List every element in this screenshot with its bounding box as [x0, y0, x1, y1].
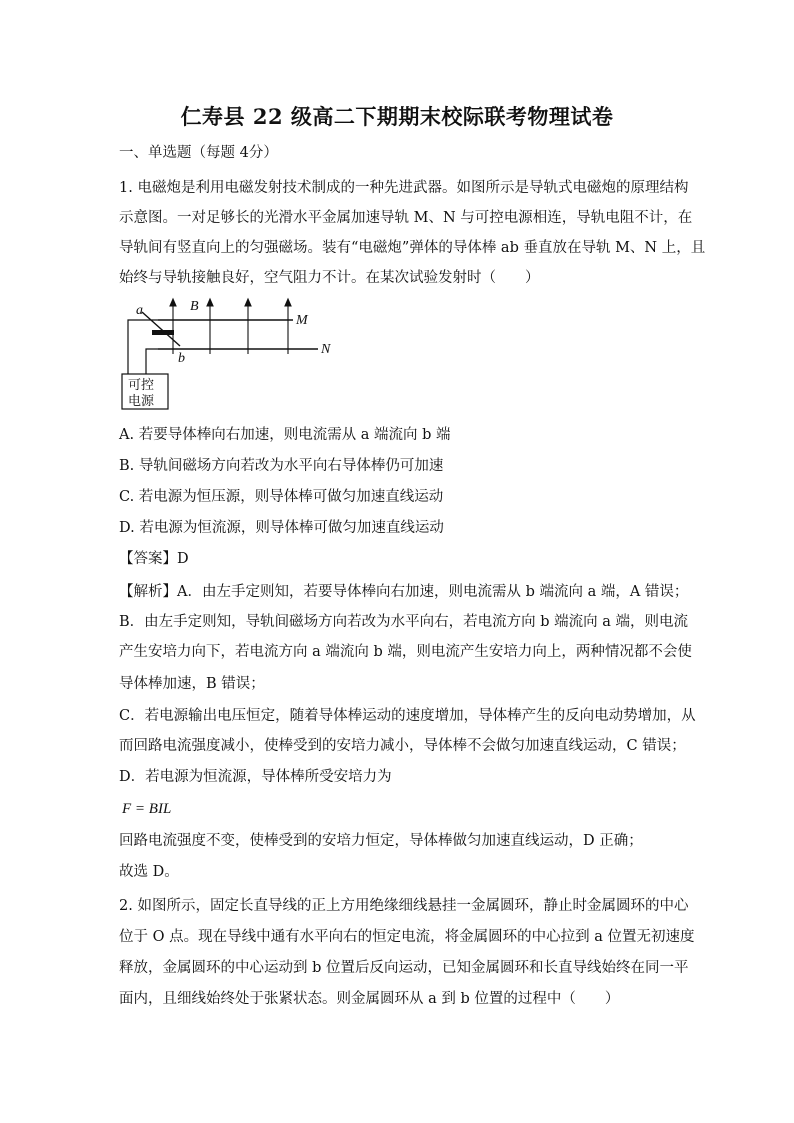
source-label-line-2: 电源: [128, 394, 155, 409]
q2-stem-line-4: 面内，且细线始终处于张紧状态。则金属圆环从 a 到 b 位置的过程中（ ）: [119, 991, 620, 1007]
q1-stem-line-1: 1. 电磁炮是利用电磁发射技术制成的一种先进武器。如图所示是导轨式电磁炮的原理结构: [119, 180, 689, 196]
label-b: b: [178, 351, 185, 366]
q1-analysis-line-4: 导体棒加速，B 错误；: [119, 676, 265, 692]
q1-answer: 【答案】D: [119, 551, 189, 567]
q1-analysis-line-2: B．由左手定则知，导轨间磁场方向若改为水平向右，若电流方向 b 端流向 a 端，则电流: [119, 614, 689, 630]
conductor-rod: [142, 312, 180, 346]
label-m: M: [296, 313, 308, 328]
label-n: N: [321, 342, 331, 357]
q1-stem-line-3: 导轨间有竖直向上的匀强磁场。装有“电磁炮”弹体的导体棒 ab 垂直放在导轨 M、N 上，且: [119, 240, 706, 256]
q1-option-a: A. 若要导体棒向右加速，则电流需从 a 端流向 b 端: [119, 427, 451, 443]
label-field-b: B: [190, 299, 199, 314]
page-title: 仁寿县 22 级高二下期期末校际联考物理试卷: [180, 104, 614, 129]
q1-stem-line-2: 示意图。一对足够长的光滑水平金属加速导轨 M、N 与可控电源相连，导轨电阻不计，在: [119, 210, 693, 226]
q2-stem-line-1: 2. 如图所示，固定长直导线的正上方用绝缘细线悬挂一金属圆环，静止时金属圆环的中心: [119, 898, 689, 914]
q1-analysis-end-2: 故选 D。: [119, 864, 179, 880]
q2-stem-line-2: 位于 O 点。现在导线中通有水平向右的恒定电流，将金属圆环的中心拉到 a 位置无初速度: [119, 929, 695, 945]
q1-option-b: B. 导轨间磁场方向若改为水平向右导体棒仍可加速: [119, 458, 444, 474]
projectile-block: [152, 330, 174, 335]
q1-analysis-line-7: D．若电源为恒流源，导体棒所受安培力为: [119, 769, 392, 785]
q1-analysis-end-1: 回路电流强度不变，使棒受到的安培力恒定，导体棒做匀加速直线运动，D 正确；: [119, 833, 643, 849]
railgun-diagram: [118, 296, 348, 412]
wire-m: [128, 320, 158, 376]
section-heading: 一、单选题（每题 4分）: [119, 145, 278, 161]
q2-stem-line-3: 释放，金属圆环的中心运动到 b 位置后反向运动，已知金属圆环和长直导线始终在同一平: [119, 960, 689, 976]
wire-n: [146, 349, 158, 376]
q1-analysis-line-6: 而回路电流强度减小，使棒受到的安培力减小，导体棒不会做匀加速直线运动，C 错误；: [119, 738, 686, 754]
q1-analysis-line-3: 产生安培力向下，若电流方向 a 端流向 b 端，则电流产生安培力向上，两种情况都不会使: [119, 644, 692, 660]
q1-stem-line-4: 始终与导轨接触良好，空气阻力不计。在某次试验发射时（ ）: [119, 270, 540, 286]
source-label-line-1: 可控: [128, 378, 155, 393]
magnetic-field-arrows: [170, 299, 291, 354]
q1-option-c: C. 若电源为恒压源，则导体棒可做匀加速直线运动: [119, 489, 444, 505]
q1-analysis-line-1: 【解析】A．由左手定则知，若要导体棒向右加速，则电流需从 b 端流向 a 端，A 错误；: [119, 584, 689, 600]
q1-analysis-line-5: C．若电源输出电压恒定，随着导体棒运动的速度增加，导体棒产生的反向电动势增加，从: [119, 708, 696, 724]
q1-option-d: D. 若电源为恒流源，则导体棒可做匀加速直线运动: [119, 520, 444, 536]
q1-formula: F = BIL: [122, 801, 172, 817]
label-a: a: [136, 303, 143, 318]
